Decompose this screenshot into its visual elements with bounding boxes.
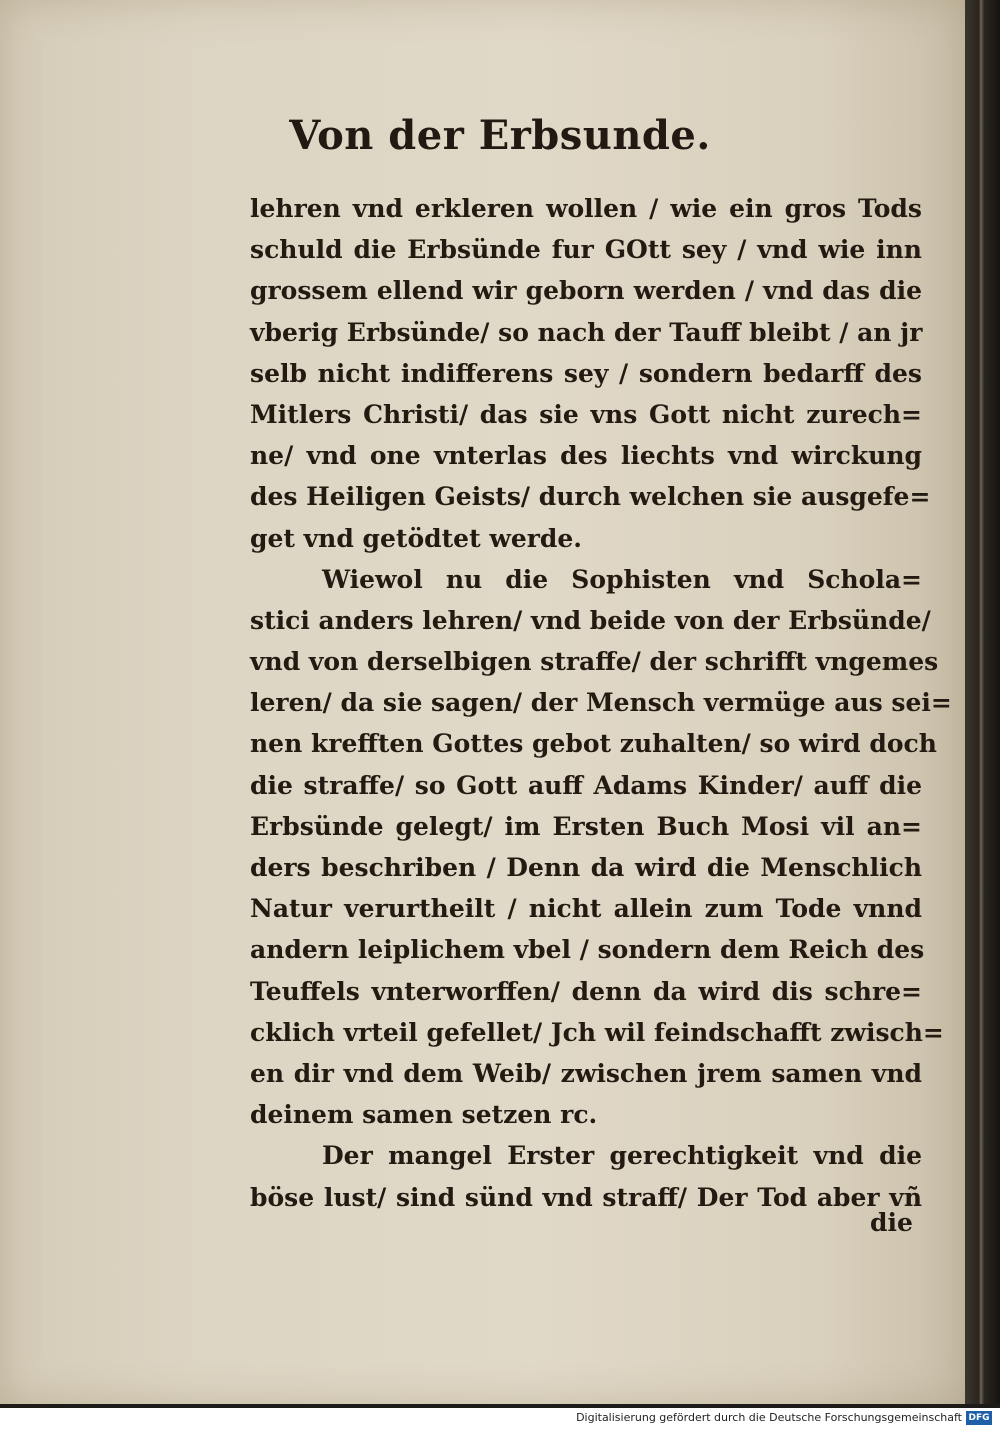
catchword: die — [870, 1208, 913, 1237]
body-text — [250, 188, 952, 1218]
footer-bar — [0, 1408, 1000, 1430]
text-line: ne/ vnd one vnterlas des liechts vnd wirckung — [250, 441, 922, 471]
text-line: schuld die Erbsünde fur GOtt sey / vnd wie inn — [250, 235, 922, 265]
text-line: en dir vnd dem Weib/ zwischen jrem samen vnd — [250, 1058, 922, 1088]
digitization-credit: Digitalisierung gefördert durch die Deutsche Forschungsgemeinschaft — [576, 1411, 962, 1424]
text-line: nen krefften Gottes gebot zuhalten/ so wird doch — [250, 729, 937, 759]
text-line: deinem samen setzen rc. — [250, 1100, 598, 1130]
text-line: Der mangel Erster gerechtigkeit vnd die — [322, 1141, 922, 1171]
text-line: die straffe/ so Gott auff Adams Kinder/ auff die — [250, 770, 922, 800]
book-gutter-edge — [965, 0, 1000, 1404]
text-line: Mitlers Christi/ das sie vns Gott nicht zurech= — [250, 399, 922, 429]
text-line: des Heiligen Geists/ durch welchen sie ausgefe= — [250, 482, 931, 512]
text-line: leren/ da sie sagen/ der Mensch vermüge aus sei= — [250, 688, 952, 718]
text-line: Teuffels vnterworffen/ denn da wird dis schre= — [250, 976, 922, 1006]
text-line: vnd von derselbigen straffe/ der schrifft vngemes — [250, 647, 939, 677]
running-header: Von der Erbsunde. — [289, 112, 711, 159]
text-line: selb nicht indifferens sey / sondern bedarff des — [250, 358, 922, 388]
text-line: Natur verurtheilt / nicht allein zum Tode vnnd — [250, 894, 922, 924]
text-line: Erbsünde gelegt/ im Ersten Buch Mosi vil an= — [250, 811, 922, 841]
text-line: Wiewol nu die Sophisten vnd Schola= — [322, 564, 922, 594]
dfg-logo-icon: DFG — [966, 1411, 992, 1425]
text-line: ders beschriben / Denn da wird die Menschlich — [250, 853, 922, 882]
text-line: andern leiplichem vbel / sondern dem Reich des — [250, 935, 925, 965]
text-line: lehren vnd erkleren wollen / wie ein gros Tods — [250, 194, 922, 223]
text-line: cklich vrteil gefellet/ Jch wil feindschafft zwisch= — [250, 1017, 944, 1047]
text-line: stici anders lehren/ vnd beide von der Erbsünde/ — [250, 605, 931, 635]
text-line: get vnd getödtet werde. — [250, 523, 583, 553]
text-line: grossem ellend wir geborn werden / vnd das die — [250, 276, 922, 306]
text-line: vberig Erbsünde/ so nach der Tauff bleibt / an jr — [250, 317, 923, 347]
text-line: böse lust/ sind sünd vnd straff/ Der Tod aber vñ — [250, 1182, 922, 1212]
